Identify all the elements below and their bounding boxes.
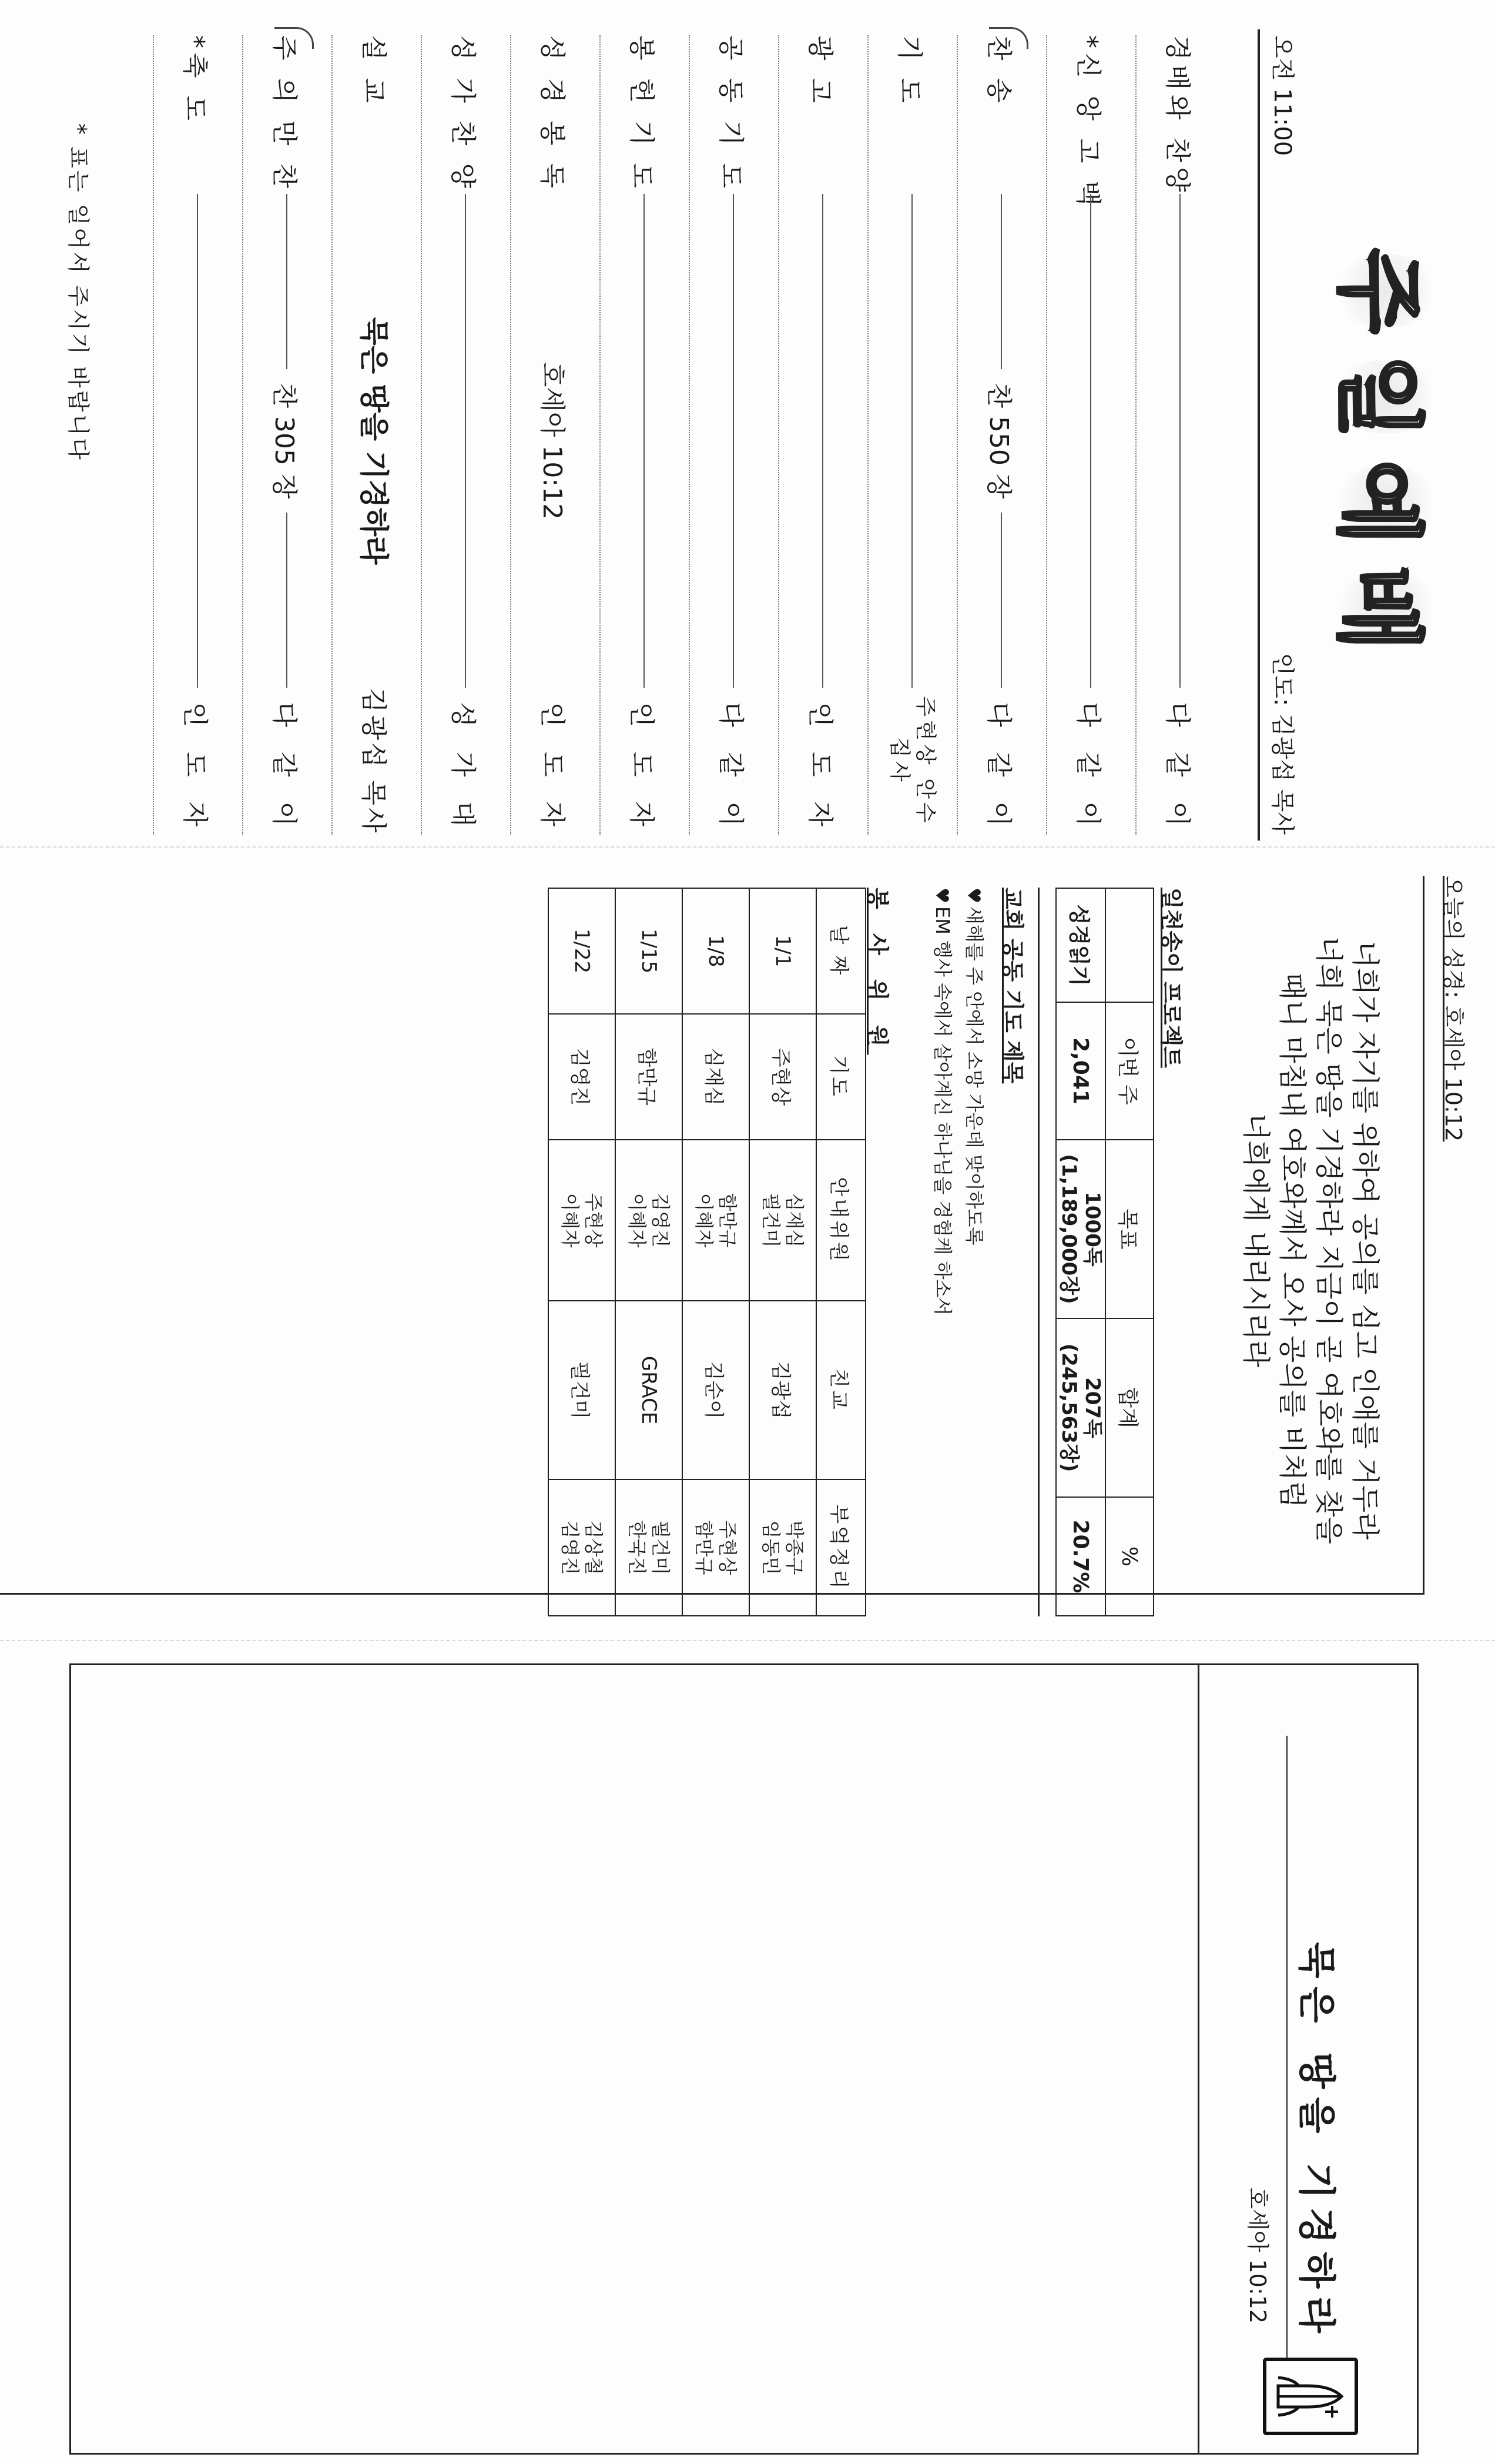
- item-person: 다 같 이: [984, 702, 1014, 835]
- item-name: 기 도: [894, 35, 924, 108]
- table-header: 친교: [816, 1301, 866, 1479]
- goal-main: 1000독: [1081, 1191, 1104, 1267]
- order-item: [153, 35, 242, 835]
- table-header-row: [816, 888, 866, 1616]
- item-person: 다 같 이: [269, 702, 299, 835]
- item-detail: 찬 550 장: [984, 383, 1014, 499]
- total-sub: (245,563장): [1057, 1343, 1081, 1472]
- order-list: [153, 35, 1225, 835]
- item-name: 주 의 만 찬: [269, 35, 299, 193]
- fold-line: [0, 1640, 1495, 1641]
- item-person: 다 같 이: [716, 702, 746, 835]
- table-header: 기도: [816, 1014, 866, 1140]
- order-item: [510, 35, 599, 835]
- item-person: 인 도 자: [537, 702, 567, 835]
- kitchen-cell: [548, 1479, 615, 1616]
- prayer-cell: 김영진: [548, 1014, 615, 1140]
- worship-order-panel: [0, 24, 1495, 841]
- reading-label: 오늘의 성경: 호세아 10:12: [1440, 876, 1466, 1142]
- project-table: [1055, 888, 1154, 1616]
- order-item: [689, 35, 778, 835]
- fellowship-cell: 김순이: [682, 1301, 749, 1479]
- table-row: [682, 888, 749, 1616]
- usher-name: 함만규: [716, 1193, 739, 1248]
- item-detail: 호세아 10:12: [537, 361, 567, 520]
- this-week-value: 2,041: [1056, 1002, 1105, 1140]
- leader-line: [778, 194, 867, 688]
- fold-line: [0, 846, 1495, 848]
- item-name: *축 도: [180, 35, 210, 125]
- item-name: 봉 헌 기 도: [626, 35, 656, 193]
- item-person: 인 도 자: [805, 702, 835, 835]
- prayer-cell: 심재심: [682, 1014, 749, 1140]
- item-person: 주현상 안수집사: [887, 696, 937, 826]
- usher-name: 이혜자: [693, 1193, 715, 1248]
- usher-cell: [615, 1140, 682, 1301]
- heart-icon: ♥: [931, 888, 952, 903]
- table-header: %: [1105, 1497, 1154, 1616]
- table-header: 목표: [1105, 1140, 1154, 1318]
- cover-reference: 호세아 10:12: [1245, 2187, 1271, 2324]
- standing-note: * 표는 일어서 주시기 바랍니다: [65, 123, 91, 462]
- goal-value: [1056, 1140, 1105, 1318]
- item-name: 공 동 기 도: [716, 35, 746, 193]
- table-header: 이번 주: [1105, 1002, 1154, 1140]
- item-name: 성 경 봉 독: [537, 35, 567, 193]
- kitchen-cell: [682, 1479, 749, 1616]
- scripture-verse: [1238, 888, 1383, 1593]
- order-item: [421, 35, 510, 835]
- verse-line: 너희에게 내리시리라: [1239, 1113, 1272, 1368]
- table-header: [1105, 888, 1154, 1002]
- staff-table: [548, 888, 866, 1616]
- item-name: 광 고: [805, 35, 835, 108]
- info-panel: [0, 852, 1495, 1616]
- cover-panel: [69, 1663, 1419, 2455]
- cover-header: [1198, 1665, 1417, 2453]
- kitchen-name: 함만규: [693, 1520, 715, 1575]
- verse-line: 때니 마침내 여호와께서 오사 공의를 비처럼: [1276, 972, 1309, 1508]
- item-person: 성 가 대: [448, 702, 478, 835]
- kitchen-cell: [615, 1479, 682, 1616]
- date-cell: 1/15: [615, 888, 682, 1014]
- leader-line: [599, 194, 689, 688]
- service-time: 오전 11:00: [1269, 35, 1296, 156]
- leader-line: [242, 194, 331, 688]
- usher-cell: [749, 1140, 816, 1301]
- item-name: *신 앙 고 백: [1073, 35, 1103, 210]
- usher-name: 심재심: [783, 1193, 806, 1248]
- order-item: [867, 35, 957, 835]
- title-char: 일: [1325, 353, 1448, 441]
- title-char: 예: [1325, 458, 1448, 547]
- leader-line: [867, 194, 957, 688]
- usher-cell: [548, 1140, 615, 1301]
- praying-hands-icon: [1263, 2358, 1358, 2435]
- usher-name: 이혜자: [559, 1193, 581, 1248]
- leader-line: [1135, 194, 1225, 688]
- table-row: [548, 888, 615, 1616]
- order-item: [599, 35, 689, 835]
- percent-value: 20.7%: [1056, 1497, 1105, 1616]
- prayer-item: [958, 888, 990, 1315]
- item-name: 설 교: [358, 35, 388, 108]
- fellowship-cell: 김광섭: [749, 1301, 816, 1479]
- order-item: [331, 35, 421, 835]
- table-header-row: [1105, 888, 1154, 1616]
- prayer-cell: 주현상: [749, 1014, 816, 1140]
- item-name: 경배와 찬양: [1162, 35, 1192, 197]
- usher-cell: [682, 1140, 749, 1301]
- verse-line: 너희 묵은 땅을 기경하라 지금이 곧 여호와를 찾을: [1312, 936, 1345, 1545]
- worship-title: [1307, 247, 1448, 651]
- service-leader: 인도: 김광섭 목사: [1269, 652, 1296, 835]
- prayer-title: 교회 공동 기도 제목: [1000, 888, 1025, 1084]
- item-name: 성 가 찬 양: [448, 35, 478, 193]
- header-divider: [1258, 29, 1260, 841]
- title-char: 배: [1325, 564, 1448, 652]
- prayer-item: [926, 888, 958, 1315]
- item-person: 김광섭 목사: [358, 688, 388, 835]
- kitchen-name: 김상철: [582, 1520, 605, 1575]
- kitchen-name: 임동민: [760, 1520, 782, 1575]
- prayer-list: [926, 888, 990, 1315]
- cover-title: 묵은 땅을 기경하라: [1294, 1941, 1338, 2341]
- order-item: [957, 35, 1046, 835]
- fellowship-cell: 필건미: [548, 1301, 615, 1479]
- date-cell: 1/8: [682, 888, 749, 1014]
- leader-line: [689, 194, 778, 688]
- prayer-text: 새해를 주 안에서 소망 가운데 맞이하도록: [963, 906, 986, 1246]
- item-person: 다 같 이: [1162, 702, 1192, 835]
- order-item: [1046, 35, 1135, 835]
- goal-sub: (1,189,000장): [1057, 1154, 1081, 1304]
- kitchen-name: 필건미: [649, 1520, 672, 1575]
- usher-name: 김영진: [649, 1193, 672, 1248]
- usher-name: 필건미: [760, 1193, 782, 1248]
- table-header: 부엌정리: [816, 1479, 866, 1616]
- leader-line: [153, 194, 242, 688]
- item-person: 인 도 자: [180, 702, 210, 835]
- leader-line: [331, 194, 421, 688]
- table-header: 날 짜: [816, 888, 866, 1014]
- total-main: 207독: [1081, 1377, 1104, 1438]
- sermon-title: 묵은 땅을 기경하라: [357, 317, 391, 565]
- heart-icon: ♥: [963, 888, 984, 903]
- project-title: 일천송이 프로젝트: [1158, 888, 1184, 1068]
- item-person: 다 같 이: [1073, 702, 1103, 835]
- prayer-cell: 함만규: [615, 1014, 682, 1140]
- prayer-text: EM 행사 속에서 살아계신 하나님을 경험케 하소서: [931, 906, 954, 1316]
- item-person: 인 도 자: [626, 702, 656, 835]
- leader-line: [1046, 194, 1135, 688]
- table-row: [749, 888, 816, 1616]
- table-header: 안내위원: [816, 1140, 866, 1301]
- bracket-mark: [989, 27, 1028, 49]
- order-item: [242, 35, 331, 835]
- table-row: [615, 888, 682, 1616]
- date-cell: 1/22: [548, 888, 615, 1014]
- praying-hands-icon-graphic: [1272, 2368, 1349, 2425]
- cover-blank-area: [71, 1665, 1198, 2453]
- kitchen-cell: [749, 1479, 816, 1616]
- leader-line: [510, 194, 599, 688]
- kitchen-name: 주현상: [716, 1520, 739, 1575]
- kitchen-name: 한국진: [626, 1520, 648, 1575]
- kitchen-name: 박종구: [783, 1520, 806, 1575]
- usher-name: 주현상: [582, 1193, 605, 1248]
- date-cell: 1/1: [749, 888, 816, 1014]
- title-char: 주: [1325, 247, 1448, 335]
- cover-rule: [1286, 1736, 1288, 2359]
- staff-title: 봉 사 위 원: [864, 888, 890, 1055]
- usher-name: 이혜자: [626, 1193, 648, 1248]
- leader-line: [957, 194, 1046, 688]
- fellowship-cell: GRACE: [615, 1301, 682, 1479]
- verse-line: 너희가 자기를 위하여 공의를 심고 인애를 거두라: [1349, 940, 1382, 1540]
- total-value: [1056, 1318, 1105, 1497]
- leader-line: [421, 194, 510, 688]
- row-label: 성경읽기: [1056, 888, 1105, 1002]
- order-item: [1135, 35, 1225, 835]
- order-item: [778, 35, 867, 835]
- table-header: 합계: [1105, 1318, 1154, 1497]
- kitchen-name: 김영진: [559, 1520, 581, 1575]
- section-divider: [1038, 888, 1040, 1616]
- table-row: [1056, 888, 1105, 1616]
- bracket-mark: [274, 27, 314, 49]
- item-name: 찬 송: [984, 35, 1014, 108]
- item-detail: 찬 305 장: [269, 383, 299, 499]
